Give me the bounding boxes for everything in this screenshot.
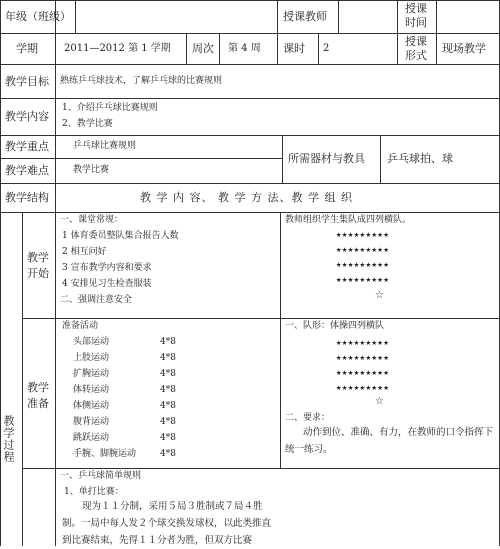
exercise-count: 4*8 bbox=[160, 433, 176, 443]
exercise-count: 4*8 bbox=[160, 337, 176, 347]
start-line-3: 2 相互问好 bbox=[62, 247, 107, 257]
start-line-6: 二、强调注意安全 bbox=[60, 295, 133, 305]
exercise-name: 上肢运动 bbox=[73, 353, 110, 363]
table-line bbox=[0, 64, 500, 65]
exercise-count: 4*8 bbox=[160, 369, 176, 379]
time-label: 授课 时间 bbox=[405, 2, 427, 29]
student-row: ★★★★★★★★★ bbox=[336, 383, 390, 393]
table-line bbox=[75, 0, 76, 33]
table-line bbox=[277, 0, 278, 64]
goal-text: 熟练乒乓球技术，了解乒乓球的比赛规则 bbox=[60, 76, 223, 86]
difficulty-text: 教学比赛 bbox=[73, 165, 110, 175]
structure-label: 教学结构 bbox=[5, 191, 49, 204]
table-line bbox=[22, 212, 23, 546]
table-line bbox=[282, 135, 283, 183]
week-label: 周次 bbox=[192, 42, 214, 55]
semester-label: 学期 bbox=[16, 42, 38, 55]
content-line-1: 1、介绍乒乓球比赛规则 bbox=[62, 103, 158, 113]
content-line-2: 2、教学比赛 bbox=[62, 119, 113, 129]
exercise-name: 腹背运动 bbox=[73, 417, 110, 427]
table-line bbox=[219, 33, 220, 64]
table-line bbox=[318, 33, 319, 64]
table-line bbox=[380, 135, 381, 183]
requirements-title: 二、要求： bbox=[285, 413, 331, 423]
semester-value: 2011—2012 第 1 学期 bbox=[64, 43, 171, 54]
prep-label: 教学准备 bbox=[27, 381, 49, 410]
table-line bbox=[186, 33, 187, 64]
exercise-count: 4*8 bbox=[160, 385, 176, 395]
equipment-value: 乒乓球拍、球 bbox=[387, 152, 453, 165]
rules-subtitle: 1、单打比赛： bbox=[64, 487, 124, 497]
table-line bbox=[0, 212, 500, 213]
exercise-name: 扩胸运动 bbox=[73, 369, 110, 379]
teacher-label: 授课教师 bbox=[283, 10, 327, 23]
student-row: ★★★★★★★★★ bbox=[336, 338, 390, 348]
exercise-count: 4*8 bbox=[160, 417, 176, 427]
exercise-count: 4*8 bbox=[160, 449, 176, 459]
start-line-4: 3 宣布教学内容和要求 bbox=[62, 263, 152, 273]
rules-title: 一、乒乓球简单规则 bbox=[60, 471, 142, 481]
grade-class-label: 年级（班级） bbox=[5, 10, 71, 23]
prep-title: 准备活动 bbox=[62, 321, 99, 331]
table-line bbox=[55, 212, 56, 546]
equipment-label: 所需器材与教具 bbox=[288, 152, 365, 165]
exercise-name: 手腕、脚腕运动 bbox=[73, 449, 137, 459]
exercise-count: 4*8 bbox=[160, 353, 176, 363]
process-label: 教学过程 bbox=[2, 415, 15, 463]
student-row: ★★★★★★★★★ bbox=[336, 245, 390, 255]
focus-text: 乒乓球比赛规则 bbox=[73, 141, 137, 151]
table-line bbox=[338, 0, 339, 33]
week-value: 第 4 周 bbox=[228, 43, 261, 54]
table-line bbox=[0, 98, 500, 99]
focus-label: 教学重点 bbox=[5, 140, 49, 153]
content-label: 教学内容 bbox=[5, 110, 49, 123]
table-line bbox=[0, 183, 500, 184]
period-label: 课时 bbox=[283, 42, 305, 55]
student-row: ★★★★★★★★★ bbox=[336, 275, 390, 285]
rules-text: 现为１１分制，采用５局３胜制或７局４胜制。一局中每人发２个球交换发球权，以此类推直到比赛结束，先得１１分者为胜，但双方比赛 bbox=[62, 501, 272, 546]
table-line bbox=[0, 0, 1, 546]
structure-heading: 教 学 内 容、 教 学 方 法、教 学 组 织 bbox=[140, 191, 353, 204]
start-label: 教学开始 bbox=[27, 251, 49, 280]
table-line bbox=[0, 33, 500, 34]
form-label: 授课 形式 bbox=[405, 35, 427, 62]
period-value: 2 bbox=[323, 43, 330, 54]
table-line bbox=[0, 135, 500, 136]
start-line-2: 1 体育委员整队集合报告人数 bbox=[62, 231, 179, 241]
start-org-title: 教师组织学生集队成四列横队。 bbox=[285, 215, 412, 225]
goal-label: 教学目标 bbox=[5, 75, 49, 88]
exercise-name: 跳跃运动 bbox=[73, 433, 110, 443]
table-line bbox=[0, 158, 282, 159]
table-line bbox=[22, 468, 500, 469]
difficulty-label: 教学难点 bbox=[5, 164, 49, 177]
table-line bbox=[397, 0, 398, 64]
exercise-count: 4*8 bbox=[160, 401, 176, 411]
table-line bbox=[22, 318, 500, 319]
teacher-mark-icon: ☆ bbox=[375, 290, 384, 301]
student-row: ★★★★★★★★★ bbox=[336, 353, 390, 363]
table-line bbox=[55, 0, 56, 212]
exercise-name: 头部运动 bbox=[73, 337, 110, 347]
student-row: ★★★★★★★★★ bbox=[336, 368, 390, 378]
start-line-1: 一、课堂常规： bbox=[60, 215, 124, 225]
student-row: ★★★★★★★★★ bbox=[336, 230, 390, 240]
table-line bbox=[436, 0, 437, 64]
exercise-name: 体侧运动 bbox=[73, 401, 110, 411]
student-row: ★★★★★★★★★ bbox=[336, 260, 390, 270]
table-line bbox=[280, 212, 281, 468]
formation-title: 一、队形：体操四列横队 bbox=[285, 321, 385, 331]
start-line-5: 4 安排见习生检查服装 bbox=[62, 279, 152, 289]
requirements-text: 动作到位、准确、有力，在教师的口令指挥下统一练习。 bbox=[285, 427, 494, 455]
exercise-name: 体转运动 bbox=[73, 385, 110, 395]
form-value: 现场教学 bbox=[442, 42, 486, 55]
teacher-mark-icon: ☆ bbox=[375, 396, 384, 407]
